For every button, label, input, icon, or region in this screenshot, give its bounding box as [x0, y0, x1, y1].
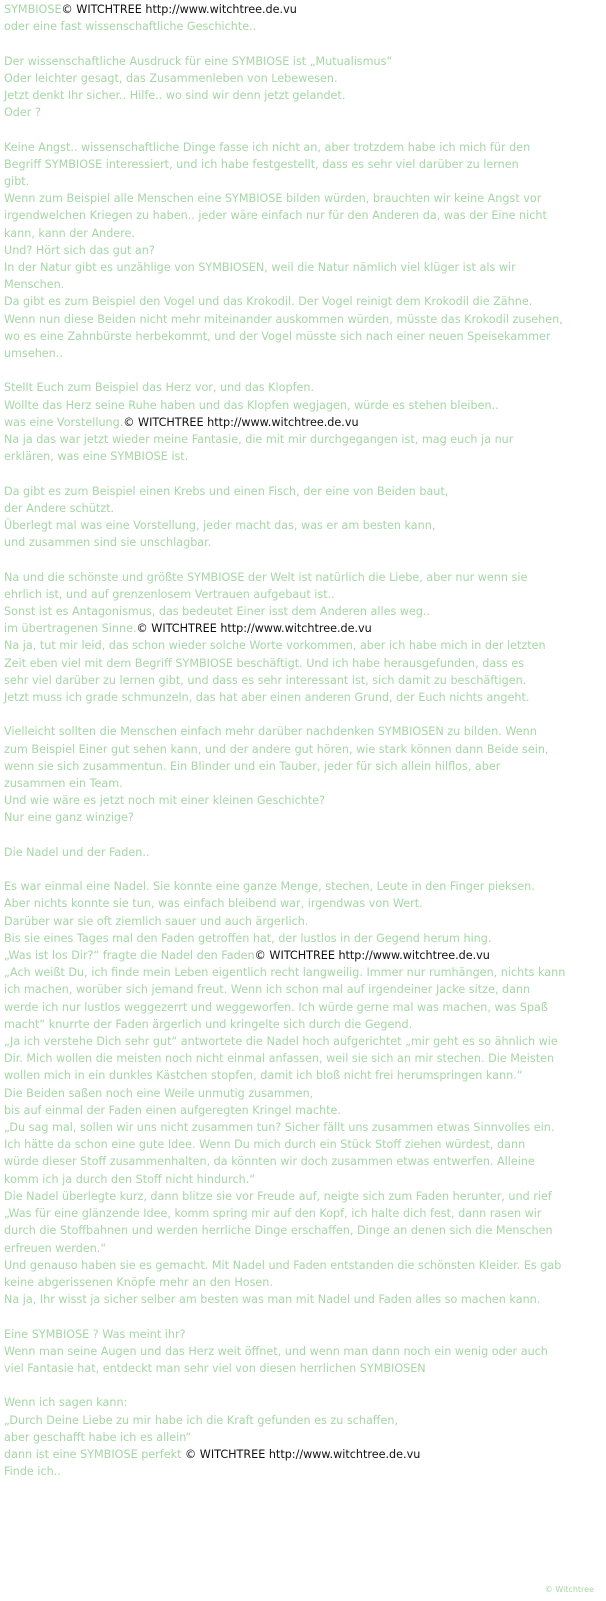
text-line: Oder leichter gesagt, das Zusammenleben von Lebewesen. — [4, 71, 338, 85]
watermark: © WITCHTREE http://www.witchtree.de.vu — [123, 415, 359, 429]
text-line: wo es eine Zahnbürste herbekommt, und der Vogel müsste sich nach einer neuen Speisekammer — [4, 329, 551, 343]
story-title: Die Nadel und der Faden.. — [4, 845, 150, 859]
text-line: Na und die schönste und größte SYMBIOSE der Welt ist natürlich die Liebe, aber nur wenn sie — [4, 570, 528, 584]
text-line: Der wissenschaftliche Ausdruck für eine SYMBIOSE ist „Mutualismus“ — [4, 54, 393, 68]
text-line: werde ich nur lustlos weggezerrt und weggeworfen. Ich würde gerne mal was machen, was Spaß — [4, 1000, 548, 1014]
text-line: Bis sie eines Tages mal den Faden getroffen hat, der lustlos in der Gegend herum hing. — [4, 931, 492, 945]
watermark: © WITCHTREE http://www.witchtree.de.vu — [254, 949, 490, 963]
text-line: Überlegt mal was eine Vorstellung, jeder macht das, was er am besten kann, — [4, 519, 436, 533]
text-line: „Du sag mal, sollen wir uns nicht zusammen tun? Sicher fällt uns zusammen etwas Sinnvolles ein. — [4, 1121, 555, 1135]
text-line: Jetzt denkt Ihr sicher.. Hilfe.. wo sind wir denn jetzt gelandet. — [4, 89, 346, 102]
text-line: Na ja, Ihr wisst ja sicher selber am besten was man mit Nadel und Faden alles so machen kann. — [4, 1293, 541, 1307]
text-line — [4, 1446, 604, 1463]
text-line: Na ja das war jetzt wieder meine Fantasie, die mit mir durchgegangen ist, mag euch ja nur — [4, 433, 514, 447]
text-line: ich machen, worüber sich jemand freut. Wenn ich schon mal auf irgendeiner Jacke sitze, dann — [4, 983, 531, 997]
text-line — [4, 947, 604, 964]
text-line: umsehen.. — [4, 347, 63, 361]
text-line: bis auf einmal der Faden einen aufgeregten Kringel machte. — [4, 1103, 341, 1117]
text-line: Keine Angst.. wissenschaftliche Dinge fasse ich nicht an, aber trotzdem habe ich mich für den — [4, 140, 531, 154]
text-line: keine abgerissenen Knöpfe mehr an den Hosen. — [4, 1275, 273, 1289]
text-line: gibt. — [4, 175, 30, 188]
text-line — [4, 414, 604, 431]
text-line: zum Beispiel Einer gut sehen kann, und der andere gut hören, wie stark können dann Beide sein, — [4, 742, 549, 756]
text-line: viel Fantasie hat, entdeckt man sehr viel von diesen herrlichen SYMBIOSEN — [4, 1361, 426, 1375]
text-line: Aber nichts konnte sie tun, was einfach bleibend war, irgendwas von Wert. — [4, 897, 423, 911]
text-line — [4, 620, 604, 637]
text-line: wenn sie sich zusammentun. Ein Blinder und ein Tauber, jeder für sich allein hilflos, aber — [4, 759, 501, 773]
text-line: Ich hätte da schon eine gute Idee. Wenn Du mich durch ein Stück Stoff ziehen würdest, dann — [4, 1138, 526, 1152]
text-line: Wenn nun diese Beiden nicht mehr miteinander auskommen würden, müsste das Krokodil zusehen, — [4, 312, 563, 326]
text-line: „Ach weißt Du, ich finde mein Leben eigentlich recht langweilig. Immer nur rumhängen, nichts kann — [4, 966, 566, 980]
subtitle: oder eine fast wissenschaftliche Geschichte.. — [4, 20, 257, 34]
text-line: „Was für eine glänzende Idee, komm spring mir auf den Kopf, ich halte dich fest, dann rasen wir — [4, 1207, 542, 1221]
text-line: Stellt Euch zum Beispiel das Herz vor, und das Klopfen. — [4, 381, 315, 395]
text-line: erklären, was eine SYMBIOSE ist. — [4, 450, 189, 464]
line-text: „Was ist los Dir?“ fragte die Nadel den Faden — [4, 949, 255, 963]
watermark: © WITCHTREE http://www.witchtree.de.vu — [185, 1447, 421, 1461]
text-line: komm ich ja durch den Stoff nicht hindurch.“ — [4, 1172, 256, 1186]
title-line — [4, 1, 604, 18]
text-line: würde dieser Stoff zusammenhalten, da könnten wir doch zusammen etwas entwerfen. Alleine — [4, 1155, 535, 1169]
text-line: zusammen ein Team. — [4, 777, 123, 791]
text-line: Dir. Mich wollen die meisten noch nicht einmal anfassen, weil sie sich an mir stechen. Die Meisten — [4, 1052, 555, 1066]
text-line: Da gibt es zum Beispiel einen Krebs und einen Fisch, der eine von Beiden baut, — [4, 484, 449, 498]
text-line: durch die Stoffbahnen und werden herrliche Dinge erschaffen, Dinge an denen sich die Menschen — [4, 1224, 553, 1238]
line-text: dann ist eine SYMBIOSE perfekt — [4, 1447, 182, 1461]
text-line: Da gibt es zum Beispiel den Vogel und das Krokodil. Der Vogel reinigt dem Krokodil die Zähne. — [4, 295, 533, 309]
text-line: „Ja ich verstehe Dich sehr gut“ antwortete die Nadel hoch aufgerichtet „mir geht es so ähnlich wie — [4, 1035, 558, 1049]
line-text: was eine Vorstellung. — [4, 415, 124, 429]
text-line: erfreuen werden.“ — [4, 1241, 107, 1255]
text-line: Es war einmal eine Nadel. Sie konnte eine ganze Menge, stechen, Leute in den Finger pieksen. — [4, 880, 535, 894]
text-line: Menschen. — [4, 278, 65, 292]
watermark: © WITCHTREE http://www.witchtree.de.vu — [61, 3, 297, 16]
text-line: Na ja, tut mir leid, das schon wieder solche Worte vorkommen, aber ich habe mich in der letzten — [4, 639, 546, 653]
text-line: Darüber war sie oft ziemlich sauer und auch ärgerlich. — [4, 914, 309, 928]
text-line: Begriff SYMBIOSE interessiert, und ich habe festgestellt, dass es sehr viel darüber zu lernen — [4, 157, 519, 171]
text-line: Wenn ich sagen kann: — [4, 1396, 128, 1410]
text-line: Zeit eben viel mit dem Begriff SYMBIOSE beschäftigt. Und ich habe herausgefunden, dass es — [4, 656, 525, 670]
text-line: kann, kann der Andere. — [4, 226, 135, 240]
text-line: Wenn zum Beispiel alle Menschen eine SYMBIOSE bilden würden, brauchten wir keine Angst vor — [4, 192, 542, 206]
watermark: © WITCHTREE http://www.witchtree.de.vu — [136, 622, 372, 636]
text-line: macht“ knurrte der Faden ärgerlich und kringelte sich durch die Gegend. — [4, 1017, 413, 1031]
text-line: aber geschafft habe ich es allein“ — [4, 1430, 192, 1444]
footer-credit: © Witchtree — [544, 1585, 594, 1594]
text-line: sehr viel darüber zu lernen gibt, und dass es sehr interessant ist, sich damit zu beschäftigen. — [4, 673, 527, 687]
line-text: im übertragenen Sinne. — [4, 622, 137, 636]
text-line: Vielleicht sollten die Menschen einfach mehr darüber nachdenken SYMBIOSEN zu bilden. Wenn — [4, 725, 537, 739]
text-line: Sonst ist es Antagonismus, das bedeutet Einer isst dem Anderen alles weg.. — [4, 605, 431, 619]
text-line: Wenn man seine Augen und das Herz weit öffnet, und wenn man dann noch ein wenig oder auch — [4, 1344, 548, 1358]
text-line: „Durch Deine Liebe zu mir habe ich die Kraft gefunden es zu schaffen, — [4, 1413, 399, 1427]
text-line: Nur eine ganz winzige? — [4, 811, 134, 825]
text-line: Und wie wäre es jetzt noch mit einer kleinen Geschichte? — [4, 794, 326, 808]
text-line: ehrlich ist, und auf grenzenlosem Vertrauen aufgebaut ist.. — [4, 587, 335, 601]
text-line: Eine SYMBIOSE ? Was meint ihr? — [4, 1327, 186, 1341]
text-line: Und? Hört sich das gut an? — [4, 243, 155, 257]
text-line: Oder ? — [4, 106, 41, 120]
text-line: Die Beiden saßen noch eine Weile unmutig zusammen, — [4, 1086, 314, 1100]
text-line: Und genauso haben sie es gemacht. Mit Nadel und Faden entstanden die schönsten Kleider. Es gab — [4, 1258, 562, 1272]
text-line: irgendwelchen Kriegen zu haben.. jeder wäre einfach nur für den Anderen da, was der Eine nicht — [4, 209, 547, 223]
text-line: Die Nadel überlegte kurz, dann blitze sie vor Freude auf, neigte sich zum Faden herunter, und rief — [4, 1189, 552, 1203]
text-line: Jetzt muss ich grade schmunzeln, das hat aber einen anderen Grund, der Euch nichts angeht. — [4, 691, 530, 705]
text-line: In der Natur gibt es unzählige von SYMBIOSEN, weil die Natur nämlich viel klüger ist als wir — [4, 261, 516, 275]
text-line: Wollte das Herz seine Ruhe haben und das Klopfen wegjagen, würde es stehen bleiben.. — [4, 398, 499, 412]
title: SYMBIOSE — [4, 3, 62, 16]
text-line: wollen mich in ein dunkles Kästchen stopfen, damit ich bloß nicht frei herumspringen kann.“ — [4, 1069, 523, 1083]
text-line: und zusammen sind sie unschlagbar. — [4, 536, 212, 550]
text-line: der Andere schützt. — [4, 501, 115, 515]
text-line: Finde ich.. — [4, 1465, 61, 1479]
